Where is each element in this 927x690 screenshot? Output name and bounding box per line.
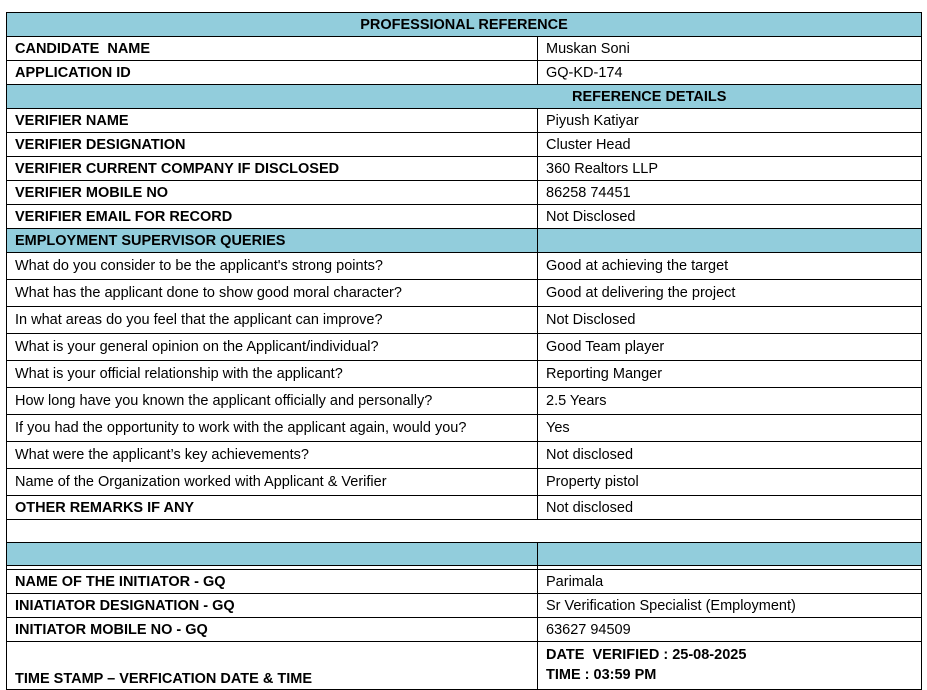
- verifier-value: Piyush Katiyar: [538, 109, 922, 133]
- verifier-value: Not Disclosed: [538, 205, 922, 229]
- query-answer: 2.5 Years: [538, 388, 922, 415]
- query-question: What do you consider to be the applicant's strong points?: [7, 253, 538, 280]
- timestamp-value: [538, 642, 922, 690]
- verifier-value: 86258 74451: [538, 181, 922, 205]
- query-answer: Not Disclosed: [538, 307, 922, 334]
- initiator-label: NAME OF THE INITIATOR - GQ: [7, 570, 538, 594]
- query-answer: Good Team player: [538, 334, 922, 361]
- verifier-row: [7, 205, 922, 229]
- queries-header: EMPLOYMENT SUPERVISOR QUERIES: [7, 229, 538, 253]
- title-row: [7, 13, 922, 37]
- verifier-label: VERIFIER DESIGNATION: [7, 133, 538, 157]
- initiator-row: [7, 570, 922, 594]
- query-row: [7, 253, 922, 280]
- query-row: [7, 361, 922, 388]
- initiator-label: INITIATOR MOBILE NO - GQ: [7, 618, 538, 642]
- initiator-header-empty: [7, 543, 538, 566]
- initiator-value: Parimala: [538, 570, 922, 594]
- initiator-label: INIATIATOR DESIGNATION - GQ: [7, 594, 538, 618]
- initiator-row: [7, 618, 922, 642]
- initiator-header-empty: [538, 543, 922, 566]
- candidate-name-value: Muskan Soni: [538, 37, 922, 61]
- initiator-value: Sr Verification Specialist (Employment): [538, 594, 922, 618]
- reference-table: [6, 12, 922, 690]
- queries-header-row: [7, 229, 922, 253]
- query-answer: Reporting Manger: [538, 361, 922, 388]
- verifier-label: VERIFIER CURRENT COMPANY IF DISCLOSED: [7, 157, 538, 181]
- other-remarks-value: Not disclosed: [538, 496, 922, 520]
- query-question: What is your official relationship with the applicant?: [7, 361, 538, 388]
- date-verified: DATE VERIFIED : 25-08-2025: [546, 647, 747, 663]
- query-answer: Not disclosed: [538, 442, 922, 469]
- query-question: What has the applicant done to show good moral character?: [7, 280, 538, 307]
- reference-form: [6, 12, 922, 690]
- query-question: What is your general opinion on the Applicant/individual?: [7, 334, 538, 361]
- initiator-header-row: [7, 543, 922, 566]
- verifier-value: Cluster Head: [538, 133, 922, 157]
- application-id-value: GQ-KD-174: [538, 61, 922, 85]
- query-row: [7, 415, 922, 442]
- timestamp-label: TIME STAMP – VERFICATION DATE & TIME: [7, 642, 538, 690]
- application-id-row: [7, 61, 922, 85]
- verifier-row: [7, 157, 922, 181]
- verifier-label: VERIFIER NAME: [7, 109, 538, 133]
- blank-row: [7, 520, 922, 543]
- initiator-row: [7, 594, 922, 618]
- query-row: [7, 334, 922, 361]
- query-row: [7, 388, 922, 415]
- query-row: [7, 307, 922, 334]
- timestamp-row: [7, 642, 922, 690]
- verifier-label: VERIFIER MOBILE NO: [7, 181, 538, 205]
- candidate-name-label: CANDIDATE NAME: [7, 37, 538, 61]
- reference-details-header-row: [7, 85, 922, 109]
- query-row: [7, 442, 922, 469]
- query-answer: Good at delivering the project: [538, 280, 922, 307]
- query-answer: Yes: [538, 415, 922, 442]
- query-answer: Property pistol: [538, 469, 922, 496]
- blank-cell: [7, 520, 922, 543]
- query-question: How long have you known the applicant officially and personally?: [7, 388, 538, 415]
- verifier-label: VERIFIER EMAIL FOR RECORD: [7, 205, 538, 229]
- initiator-value: 63627 94509: [538, 618, 922, 642]
- other-remarks-label: OTHER REMARKS IF ANY: [7, 496, 538, 520]
- verifier-value: 360 Realtors LLP: [538, 157, 922, 181]
- time-verified: TIME : 03:59 PM: [546, 667, 657, 683]
- verifier-row: [7, 109, 922, 133]
- application-id-label: APPLICATION ID: [7, 61, 538, 85]
- query-answer: Good at achieving the target: [538, 253, 922, 280]
- query-row: [7, 469, 922, 496]
- query-question: Name of the Organization worked with Applicant & Verifier: [7, 469, 538, 496]
- verifier-row: [7, 133, 922, 157]
- query-question: What were the applicant’s key achievements?: [7, 442, 538, 469]
- reference-details-header: REFERENCE DETAILS: [7, 85, 922, 109]
- query-question: In what areas do you feel that the applicant can improve?: [7, 307, 538, 334]
- queries-header-empty: [538, 229, 922, 253]
- query-question: If you had the opportunity to work with the applicant again, would you?: [7, 415, 538, 442]
- form-title: PROFESSIONAL REFERENCE: [7, 13, 922, 37]
- candidate-name-row: [7, 37, 922, 61]
- verifier-row: [7, 181, 922, 205]
- query-row: [7, 280, 922, 307]
- other-remarks-row: [7, 496, 922, 520]
